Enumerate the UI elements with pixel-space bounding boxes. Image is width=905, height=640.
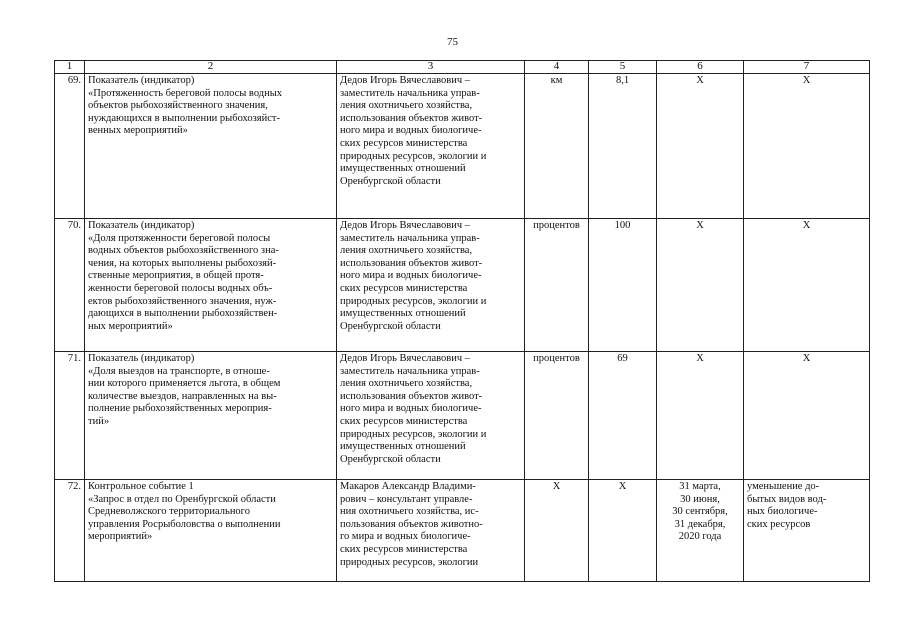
description-line: управления Росрыболовства о выполнении (88, 518, 281, 530)
col6-line: Х (696, 353, 704, 364)
col6-line: 2020 года (678, 531, 722, 543)
responsible-line: ного мира и водных биологиче- (340, 270, 482, 282)
description-line: «Доля протяженности береговой полосы (88, 232, 271, 244)
col-header-5: 5 (589, 61, 657, 74)
responsible-line: Дедов Игорь Вячеславович – (340, 220, 470, 231)
responsible-line: имущественных отношений (340, 163, 466, 175)
col7-line: ных биологиче- (747, 506, 818, 518)
col6-line: Х (696, 220, 704, 231)
value-cell (589, 74, 657, 219)
col6-cell (657, 74, 744, 219)
col6-cell (657, 480, 744, 582)
responsible-line: ления охотничьего хозяйства, (340, 378, 473, 390)
col7-cell (744, 219, 870, 352)
unit-value: Х (552, 481, 561, 492)
col7-line: ских ресурсов (747, 518, 811, 530)
description-line: объектов рыбохозяйственного значения, (88, 100, 268, 112)
col7-line: бытых видов вод- (747, 493, 827, 505)
description-line: Контрольное событие 1 (88, 481, 194, 492)
description-line: «Доля выездов на транспорте, в отноше- (88, 365, 270, 377)
responsible-line: Дедов Игорь Вячеславович – (340, 75, 470, 86)
table-row (55, 74, 870, 219)
responsible-line: ного мира и водных биологиче- (340, 125, 482, 137)
value-cell (589, 480, 657, 582)
col6-line: 31 марта, (679, 481, 721, 492)
col7-line: Х (802, 353, 811, 364)
row-number-cell (55, 219, 85, 352)
responsible-line: ских ресурсов министерства (340, 137, 468, 149)
description-line: ектов рыбохозяйственного значения, нуж- (88, 295, 277, 307)
unit-value: км (550, 75, 563, 86)
responsible-line: природных ресурсов, экологии и (340, 150, 487, 162)
col7-line: Х (802, 220, 811, 231)
col6-cell (657, 352, 744, 480)
description-cell (85, 480, 337, 582)
page-number: 75 (447, 36, 458, 48)
responsible-line: ских ресурсов министерства (340, 415, 468, 427)
unit-cell (525, 480, 589, 582)
row-number: 71. (67, 353, 81, 364)
responsible-line: Оренбургской области (340, 453, 441, 465)
table-row (55, 219, 870, 352)
responsible-line: ских ресурсов министерства (340, 282, 468, 294)
responsible-line: пользования объектов животно- (340, 518, 483, 530)
description-line: «Протяженность береговой полосы водных (88, 87, 283, 99)
col6-cell (657, 219, 744, 352)
indicator-value: Х (618, 481, 627, 492)
description-line: венных мероприятий» (88, 125, 188, 137)
col6-line: 30 сентября, (672, 506, 728, 518)
description-line: Показатель (индикатор) (88, 353, 195, 364)
description-line: Показатель (индикатор) (88, 220, 195, 231)
responsible-line: использования объектов живот- (340, 390, 483, 402)
col-header-2: 2 (85, 61, 337, 74)
indicator-value: 8,1 (615, 75, 630, 86)
responsible-line: Оренбургской области (340, 320, 441, 332)
unit-cell (525, 74, 589, 219)
row-number-cell (55, 480, 85, 582)
responsible-line: рович – консультант управле- (340, 493, 473, 505)
responsible-line: использования объектов живот- (340, 112, 483, 124)
col7-cell (744, 74, 870, 219)
description-line: ных мероприятий» (88, 320, 173, 332)
description-line: тий» (88, 415, 110, 427)
description-cell (85, 74, 337, 219)
col7-line: Х (802, 75, 811, 86)
col7-cell (744, 480, 870, 582)
table-row (55, 480, 870, 582)
unit-value: процентов (533, 220, 580, 231)
indicator-value: 69 (617, 353, 628, 364)
description-line: женности береговой полосы водных объ- (88, 282, 273, 294)
responsible-cell (337, 480, 525, 582)
description-line: Средневолжского территориального (88, 506, 250, 518)
col7-line: уменьшение до- (747, 481, 820, 492)
row-number-cell (55, 74, 85, 219)
responsible-line: Макаров Александр Владими- (340, 481, 476, 492)
description-line: мероприятий» (88, 531, 153, 543)
responsible-cell (337, 74, 525, 219)
description-line: водных объектов рыбохозяйственного зна- (88, 245, 279, 257)
responsible-line: заместитель начальника управ- (340, 365, 480, 377)
responsible-line: ских ресурсов министерства (340, 543, 468, 555)
description-line: ственные мероприятия, в общей протя- (88, 270, 264, 282)
responsible-cell (337, 352, 525, 480)
col-header-4: 4 (525, 61, 589, 74)
description-line: нуждающихся в выполнении рыбохозяйст- (88, 112, 281, 124)
col-header-1: 1 (55, 61, 85, 74)
responsible-line: природных ресурсов, экологии и (340, 295, 487, 307)
unit-value: процентов (533, 353, 580, 364)
row-number-cell (55, 352, 85, 480)
description-line: чения, на которых выполнены рыбохозяй- (88, 257, 277, 269)
responsible-line: заместитель начальника управ- (340, 232, 480, 244)
col6-line: 30 июня, (680, 493, 720, 505)
value-cell (589, 219, 657, 352)
description-line: полнение рыбохозяйственных мероприя- (88, 403, 272, 415)
description-cell (85, 352, 337, 480)
col-header-7: 7 (744, 61, 870, 74)
value-cell (589, 352, 657, 480)
col6-line: Х (696, 75, 704, 86)
row-number: 72. (67, 481, 81, 492)
responsible-line: ного мира и водных биологиче- (340, 403, 482, 415)
indicators-table (54, 60, 870, 582)
responsible-line: использования объектов живот- (340, 257, 483, 269)
col6-line: 31 декабря, (674, 518, 726, 530)
row-number: 70. (67, 220, 81, 231)
col-header-3: 3 (337, 61, 525, 74)
responsible-line: Оренбургской области (340, 175, 441, 187)
responsible-cell (337, 219, 525, 352)
indicator-value: 100 (614, 220, 631, 231)
responsible-line: заместитель начальника управ- (340, 87, 480, 99)
responsible-line: го мира и водных биологиче- (340, 531, 471, 543)
unit-cell (525, 352, 589, 480)
column-number-row (55, 61, 870, 74)
responsible-line: природных ресурсов, экологии и (340, 428, 487, 440)
col7-cell (744, 352, 870, 480)
row-number: 69. (67, 75, 81, 86)
unit-cell (525, 219, 589, 352)
table-row (55, 352, 870, 480)
description-line: «Запрос в отдел по Оренбургской области (88, 493, 276, 505)
responsible-line: ления охотничьего хозяйства, (340, 245, 473, 257)
description-cell (85, 219, 337, 352)
responsible-line: природных ресурсов, экологии (340, 556, 479, 568)
responsible-line: ния охотничьего хозяйства, ис- (340, 506, 479, 518)
col-header-6: 6 (657, 61, 744, 74)
description-line: Показатель (индикатор) (88, 75, 195, 86)
responsible-line: имущественных отношений (340, 441, 466, 453)
description-line: нии которого применяется льгота, в общем (88, 378, 281, 390)
description-line: дающихся в выполнении рыбохозяйствен- (88, 308, 278, 320)
description-line: количестве выездов, направленных на вы- (88, 390, 277, 402)
responsible-line: Дедов Игорь Вячеславович – (340, 353, 470, 364)
responsible-line: имущественных отношений (340, 308, 466, 320)
responsible-line: ления охотничьего хозяйства, (340, 100, 473, 112)
